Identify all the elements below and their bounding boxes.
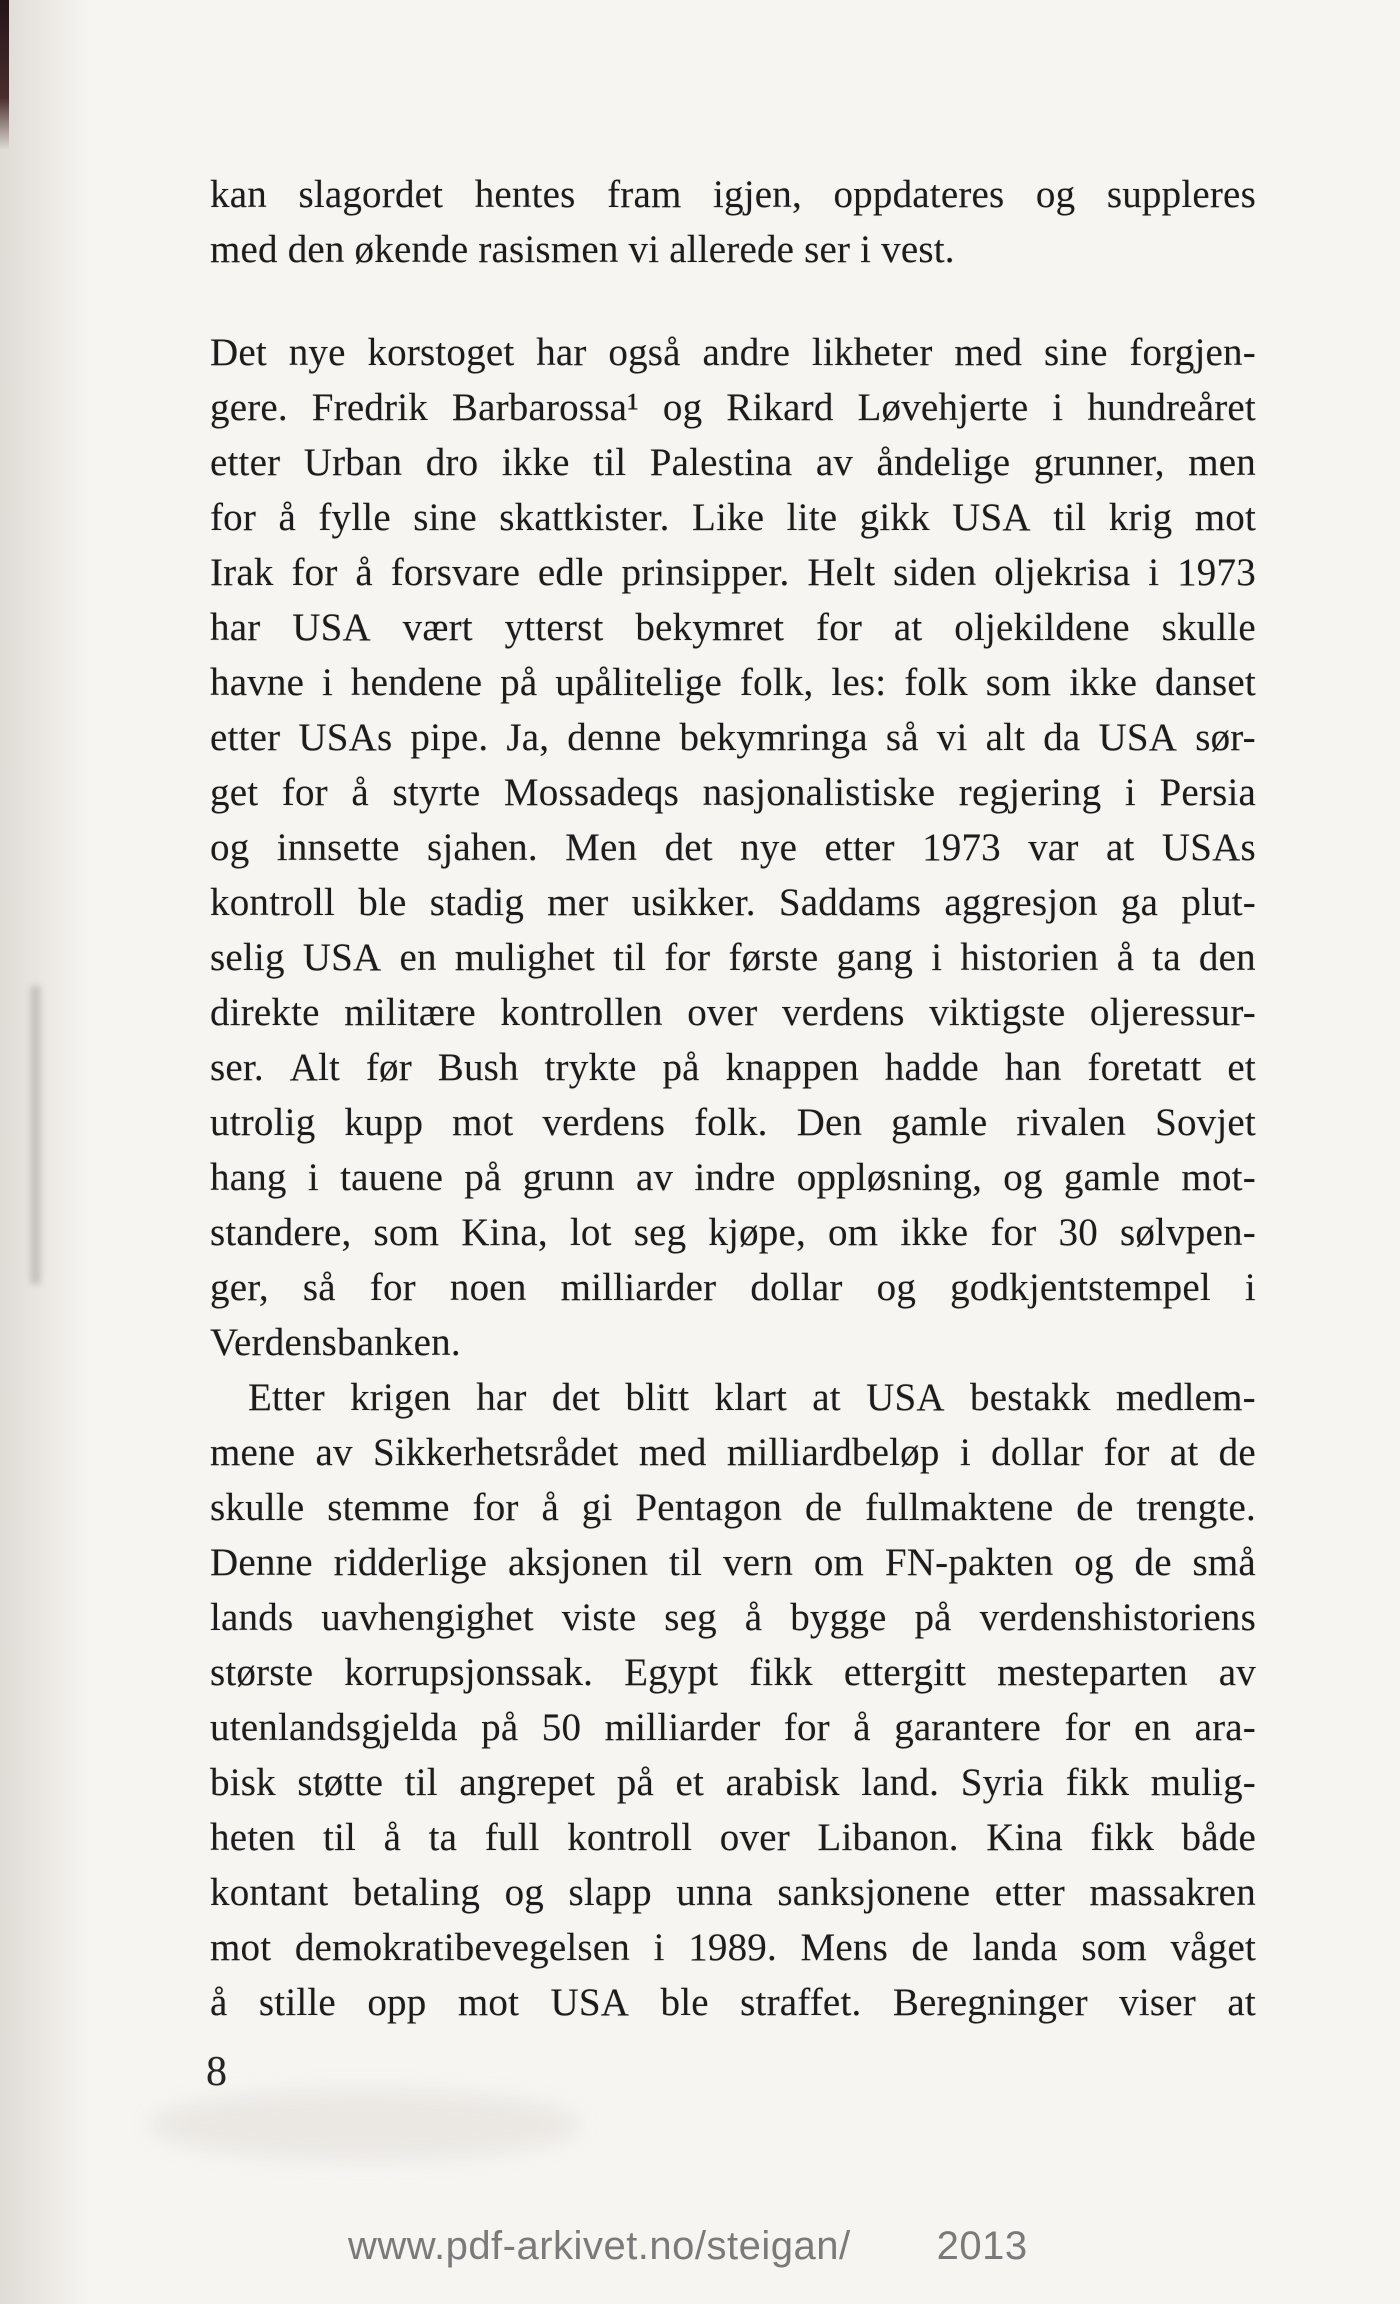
text-line: har USA vært ytterst bekymret for at oljekildene skulle — [210, 606, 1256, 649]
text-line: og innsette sjahen. Men det nye etter 1973 var at USAs — [210, 826, 1256, 869]
text-line: for å fylle sine skattkister. Like lite gikk USA til krig mot — [210, 496, 1256, 539]
text-line: Irak for å forsvare edle prinsipper. Helt siden oljekrisa i 1973 — [210, 551, 1256, 594]
scan-edge-streak — [30, 985, 41, 1285]
text-line: mene av Sikkerhetsrådet med milliardbeløp i dollar for at de — [210, 1431, 1256, 1474]
text-line: utenlandsgjelda på 50 milliarder for å garantere for en ara- — [210, 1706, 1256, 1749]
text-line: havne i hendene på upålitelige folk, les: folk som ikke danset — [210, 661, 1256, 704]
text-line: ser. Alt før Bush trykte på knappen hadde han foretatt et — [210, 1046, 1256, 1089]
text-line: kontant betaling og slapp unna sanksjonene etter massakren — [210, 1871, 1256, 1914]
text-line: gere. Fredrik Barbarossa¹ og Rikard Løvehjerte i hundreåret — [210, 386, 1256, 429]
text-line: utrolig kupp mot verdens folk. Den gamle rivalen Sovjet — [210, 1101, 1256, 1144]
page-number: 8 — [206, 2049, 227, 2095]
text-line: etter USAs pipe. Ja, denne bekymringa så vi alt da USA sør- — [210, 716, 1256, 759]
footer-url: www.pdf-arkivet.no/steigan/ — [348, 2224, 851, 2268]
text-line: get for å styrte Mossadeqs nasjonalistiske regjering i Persia — [210, 771, 1256, 814]
footer-year: 2013 — [936, 2224, 1028, 2268]
page-text — [210, 172, 1256, 2035]
text-line: selig USA en mulighet til for første gang i historien å ta den — [210, 936, 1256, 979]
text-line: Det nye korstoget har også andre likheter med sine forgjen- — [210, 331, 1256, 374]
text-line: Denne ridderlige aksjonen til vern om FN-pakten og de små — [210, 1541, 1256, 1584]
text-line: mot demokratibevegelsen i 1989. Mens de landa som våget — [210, 1926, 1256, 1969]
text-line: bisk støtte til angrepet på et arabisk land. Syria fikk mulig- — [210, 1761, 1256, 1804]
scan-footer — [348, 2224, 1028, 2269]
text-line: etter Urban dro ikke til Palestina av åndelige grunner, men — [210, 441, 1256, 484]
text-line: Etter krigen har det blitt klart at USA bestakk medlem- — [248, 1376, 1256, 1419]
text-line: heten til å ta full kontroll over Libanon. Kina fikk både — [210, 1816, 1256, 1859]
text-line: direkte militære kontrollen over verdens viktigste oljeressur- — [210, 991, 1256, 1034]
scan-edge-artifact — [0, 0, 9, 150]
text-line: ger, så for noen milliarder dollar og godkjentstempel i — [210, 1266, 1256, 1309]
text-line: med den økende rasismen vi allerede ser i vest. — [210, 228, 955, 271]
text-line: lands uavhengighet viste seg å bygge på verdenshistoriens — [210, 1596, 1256, 1639]
text-line: å stille opp mot USA ble straffet. Beregninger viser at — [210, 1981, 1256, 2024]
text-line: standere, som Kina, lot seg kjøpe, om ikke for 30 sølvpen- — [210, 1211, 1256, 1254]
text-line: kan slagordet hentes fram igjen, oppdateres og suppleres — [210, 173, 1256, 216]
text-line: hang i tauene på grunn av indre oppløsning, og gamle mot- — [210, 1156, 1256, 1199]
text-line: Verdensbanken. — [210, 1321, 461, 1364]
text-line: største korrupsjonssak. Egypt fikk ettergitt mesteparten av — [210, 1651, 1256, 1694]
text-line: kontroll ble stadig mer usikker. Saddams aggresjon ga plut- — [210, 881, 1256, 924]
scan-smudge — [150, 2090, 580, 2160]
text-line: skulle stemme for å gi Pentagon de fullmaktene de trengte. — [210, 1486, 1256, 1529]
